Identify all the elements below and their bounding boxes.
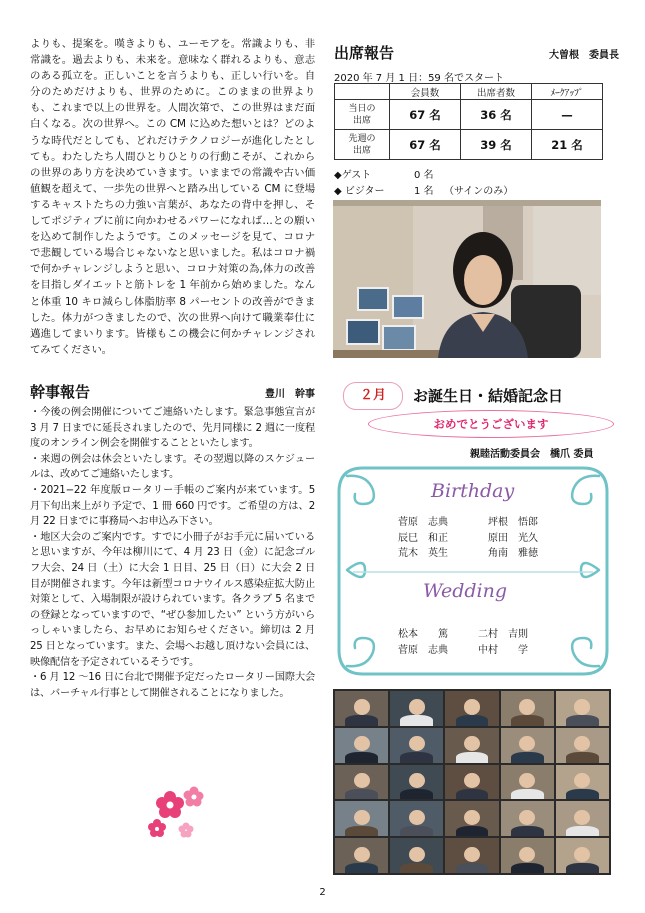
participant-head [354,773,370,788]
birthday-wedding-frame [333,462,613,680]
birthday-names-col2 [488,515,538,562]
participant-head [409,736,425,751]
visitor-value: 1 名 [414,186,434,197]
meeting-participant-tile [445,691,498,726]
participant-body [345,826,378,836]
manager-report-reporter: 豊川 幹事 [265,389,315,400]
participant-body [345,863,378,873]
participant-head [464,773,480,788]
birthday-committee: 親睦活動委員会 橋爪 委員 [470,449,594,460]
participant-head [409,810,425,825]
row-label-today [335,100,390,130]
visitor-label: ◆ ビジター [334,186,385,197]
birthday-name: 菅原 志典 [398,517,448,528]
birthday-names-col1 [398,515,448,562]
essay-text: よりも、提案を。嘆きよりも、ユーモアを。常識よりも、非常識を。過去よりも、未来を。意味なく群れるよりも、意志のある孤立を。正しいことを言うよりも、正しい行いを。自分のためだけよりも、世界のために。このままの世界よりも、これまで以上の世界を。人間次第で、この世界はまだ面白くなる。次の世界へ。この CM に込めた想いとは？どのような時代だとしても、どれだけテクノロジーが進化したとしても。わたしたち人間ひとりひとりの行動こそが、これからの世界のあり方を決めていきます。いままでの常識や古い価値観を超えて、一歩先の世界へと踏み出している CM に登場するキャストたちの力強い言葉が、あなたの背中を押し、そしてポジティブに前に向かわせるパワーになれば…との願いを込めて制作したようです。このメッセージを見て、コロナで悲観している場合じゃないなと思いました。私はコロナ禍で何かチャレンジしようと思い、コロナ対策の為,体力の改善を目指しダイエットと筋トレを 1 年前から始めました。なんと体重 10 キロ減らし体脂肪率 8 パーセントの改善ができました。体力がつきましたので、次の世界へ向けて職業奉仕に邁進してまいります。皆様もこの機会に何かチャレンジされてみてください。 [30,38,315,356]
meeting-participant-tile [335,838,388,873]
last-week-members: 67 名 [390,130,461,160]
meeting-participant-tile [390,801,443,836]
participant-body [400,826,433,836]
participant-body [511,789,544,799]
participant-head [354,810,370,825]
participant-body [345,789,378,799]
meeting-participant-tile [501,728,554,763]
participant-head [409,699,425,714]
participant-head [574,736,590,751]
attendance-row-last-week [335,130,603,160]
participant-head [519,810,535,825]
guest-value: 0 名 [414,170,434,181]
meeting-participant-tile [501,801,554,836]
month-badge: ２月 [343,382,403,410]
birthday-name: 角南 雅徳 [488,548,538,559]
participant-body [566,715,599,725]
participant-head [519,699,535,714]
attendance-header-row [335,84,603,100]
col-header-attendees: 出席者数 [461,84,532,100]
meeting-participant-tile [445,801,498,836]
meeting-participant-tile [556,691,609,726]
wedding-name: 中村 学 [478,644,528,656]
guest-label: ◆ゲスト [334,170,372,181]
participant-body [400,752,433,762]
attendance-reporter: 大曽根 委員長 [549,50,619,61]
participant-body [345,752,378,762]
participant-head [519,736,535,751]
wedding-script-title: Wedding [423,580,508,602]
participant-body [456,789,489,799]
row-label-line2: 出席 [352,115,371,126]
participant-body [456,715,489,725]
participant-head [354,699,370,714]
participant-body [511,826,544,836]
attendance-title: 出席報告 [334,44,395,62]
attendance-start-note: 2020 年 7 月 1 日：59 名でスタート [334,73,504,84]
participant-head [574,810,590,825]
wedding-name: 菅原 志典 [398,644,448,656]
participant-body [566,789,599,799]
participant-body [345,715,378,725]
participant-body [456,826,489,836]
plum-flowers-illustration [140,783,210,848]
attendance-row-today [335,100,603,130]
participant-head [464,810,480,825]
col-header-members: 会員数 [390,84,461,100]
participant-head [354,847,370,862]
manager-paragraph: ・今後の例会開催についてご連絡いたします。緊急事態宣言が 3 月 7 日までに延長されましたので、先月同様に 2 週に一度程度のオンライン例会を開催することといたします。 [30,407,315,450]
visitor-note: （サインのみ） [444,186,514,197]
participant-head [409,847,425,862]
meeting-participant-tile [556,728,609,763]
participant-head [409,773,425,788]
participant-body [566,752,599,762]
birthday-name: 辰巳 和正 [398,532,448,544]
row-label-line1: 当日の [348,103,376,114]
manager-paragraph: ・地区大会のご案内です。すでに小冊子がお手元に届いていると思いますが、今年は柳川にて、4 月 23 日（金）に記念ゴルフ大会、24 日（土）に大会 1 日目、25 日（日）に大会 2 日目が開催されます。今年は新型コロナウイルス感染症拡大防止対策として、入場制限が設けられています。各クラブ 5 名までの登録となっていますので、“ぜひ参加したい” という方がいらっしゃいましたら、お早めにお知らせください。締切は 2 月 25 日となっています。また、会場へお越し頂けない会員には、映像配信を予定されているそうです。 [30,531,315,668]
meeting-participant-tile [335,765,388,800]
row-label-line2: 出席 [352,145,371,156]
attendance-corner-cell [335,84,390,100]
participant-body [400,789,433,799]
participant-body [511,715,544,725]
participant-head [574,699,590,714]
meeting-participant-tile [556,838,609,873]
meeting-participant-tile [390,838,443,873]
online-meeting-photo [333,689,611,875]
speaker-photo [333,200,601,358]
participant-body [566,863,599,873]
meeting-participant-tile [556,801,609,836]
meeting-participant-tile [390,765,443,800]
col-header-makeup: ﾒｰｸｱｯﾌﾟ [532,84,603,100]
meeting-participant-tile [445,838,498,873]
last-week-attendees: 39 名 [461,130,532,160]
meeting-participant-tile [556,765,609,800]
manager-report-title: 幹事報告 [30,383,91,401]
attendance-header [334,42,619,63]
guest-line [334,166,434,181]
manager-paragraph: ・6 月 12 〜16 日に台北で開催予定だったロータリー国際大会は、バーチャル行事として開催されることになりました。 [30,672,315,699]
participant-body [456,863,489,873]
participant-head [574,773,590,788]
participant-body [400,715,433,725]
participant-body [456,752,489,762]
participant-head [519,847,535,862]
meeting-participant-tile [335,728,388,763]
row-label-line1: 先週の [348,133,376,144]
participant-body [511,752,544,762]
row-label-last-week [335,130,390,160]
meeting-participant-tile [335,801,388,836]
participant-body [566,826,599,836]
meeting-participant-tile [335,691,388,726]
meeting-participant-tile [501,691,554,726]
manager-paragraph: ・来週の例会は休会といたします。その翌週以降のスケジュールは、改めてご連絡いたします。 [30,453,315,481]
wedding-name: 松本 篤 [398,629,448,640]
meeting-participant-tile [501,765,554,800]
birthday-section-title: お誕生日・結婚記念日 [413,387,564,405]
manager-paragraph: ・2021−22 年度版ロータリー手帳のご案内が来ています。5 月下旬出来上がり予定で、1 冊 660 円です。ご希望の方は、2 月 22 日までに事務局へお申込み下さい。 [30,484,315,528]
today-attendees: 36 名 [461,100,532,130]
today-members: 67 名 [390,100,461,130]
meeting-participant-tile [445,765,498,800]
wedding-name: 二村 吉則 [478,629,528,640]
meeting-participant-tile [501,838,554,873]
today-makeup: — [532,100,603,130]
meeting-participant-tile [390,728,443,763]
manager-report-header [30,381,315,402]
page-number: 2 [319,887,326,898]
participant-head [354,736,370,751]
last-week-makeup: 21 名 [532,130,603,160]
wedding-names-col2 [478,627,528,658]
wedding-names-col1 [398,627,448,658]
birthday-name: 原田 光久 [488,532,538,544]
participant-head [464,699,480,714]
participant-head [464,736,480,751]
meeting-participant-tile [445,728,498,763]
manager-report-body [30,405,315,701]
speaker-photo-illustration [333,200,601,358]
birthday-script-title: Birthday [431,480,515,502]
attendance-table [334,83,603,160]
participant-head [519,773,535,788]
participant-body [400,863,433,873]
participant-body [511,863,544,873]
participant-head [464,847,480,862]
visitor-line [334,182,513,197]
congrats-banner: おめでとうございます [368,410,614,438]
meeting-participant-tile [390,691,443,726]
birthday-name: 荒木 英生 [398,548,448,559]
participant-head [574,847,590,862]
essay-continuation [30,36,315,358]
birthday-name: 坪根 悟郎 [488,517,538,528]
